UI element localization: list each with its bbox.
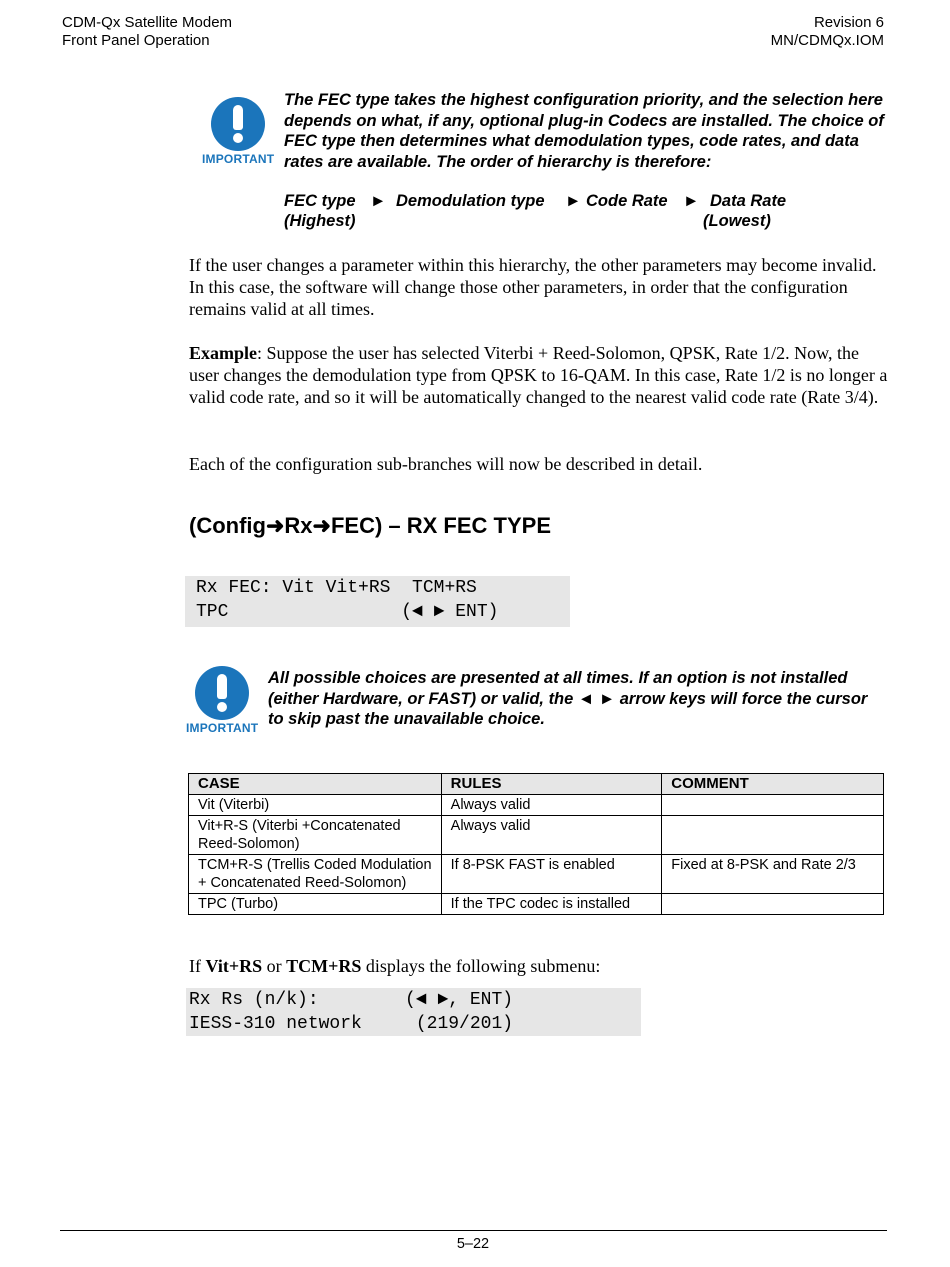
cell-comment	[662, 894, 884, 915]
vit-rs-label: Vit+RS	[205, 956, 263, 976]
intro-text: If	[189, 956, 206, 976]
revision: Revision 6	[813, 14, 884, 31]
hierarchy-arrow-icon: ►	[683, 192, 700, 210]
lcd-display-rx-rs	[186, 988, 641, 1036]
paragraph-sub-branches: Each of the configuration sub-branches will now be described in detail.	[189, 454, 703, 474]
footer-divider	[60, 1230, 887, 1231]
important-note-text: The FEC type takes the highest configuration priority, and the selection here depends on what, if any, optional plug-in Codecs are installed. The choice of FEC type then determines what demodulation types, code rates, and data rates are available. The order of hierarchy is therefore:	[284, 91, 884, 171]
cell-case: Vit (Viterbi)	[189, 795, 442, 816]
cell-rules: Always valid	[441, 816, 662, 855]
lcd-line-1: Rx FEC: Vit Vit+RS TCM+RS	[196, 578, 477, 598]
page-header-right	[771, 14, 884, 50]
manual-title: CDM-Qx Satellite Modem	[62, 14, 233, 31]
table-header-row	[189, 774, 884, 795]
table-row	[189, 795, 884, 816]
lcd-line-2: IESS-310 network (219/201)	[189, 1014, 514, 1034]
chapter-title: Front Panel Operation	[62, 32, 210, 49]
cell-case: TPC (Turbo)	[189, 894, 442, 915]
header-case: CASE	[189, 774, 442, 795]
example-text: : Suppose the user has selected Viterbi + Reed-Solomon, QPSK, Rate 1/2. Now, the user changes the demodulation type from QPSK to 16-QAM. In this case, Rate 1/2 is no longer a valid code rate, and so it will be automatically changed to the nearest valid code rate (Rate 3/4).	[189, 343, 888, 407]
paragraph-hierarchy-validity: If the user changes a parameter within this hierarchy, the other parameters may become invalid. In this case, the software will change those other parameters, in order that the configuration remains valid at all times.	[189, 255, 877, 319]
cell-rules: If 8-PSK FAST is enabled	[441, 855, 662, 894]
cell-rules: Always valid	[441, 795, 662, 816]
important-icon	[186, 666, 258, 735]
fec-hierarchy	[284, 191, 888, 233]
hierarchy-data-rate: Data Rate	[710, 192, 787, 210]
tcm-rs-label: TCM+RS	[286, 956, 362, 976]
intro-text: displays the following submenu:	[361, 956, 601, 976]
hierarchy-code-rate: Code Rate	[586, 192, 668, 210]
paragraph-submenu-intro	[189, 955, 889, 977]
important-icon-label: IMPORTANT	[186, 721, 259, 735]
lcd-line-2: TPC (◄ ► ENT)	[196, 602, 499, 622]
important-note-text: All possible choices are presented at all times. If an option is not installed (either Hardware, or FAST) or valid, the ◄ ► arrow keys will force the cursor to skip past the unavailable choice.	[268, 669, 868, 728]
cell-case: Vit+R-S (Viterbi +Concatenated Reed-Solomon)	[189, 816, 442, 855]
hierarchy-highest: (Highest)	[284, 212, 356, 230]
fec-rules-table	[188, 773, 884, 915]
page-number: 5–22	[456, 1236, 490, 1252]
cell-comment	[662, 795, 884, 816]
hierarchy-arrow-icon: ►	[370, 192, 387, 210]
hierarchy-demod-type: Demodulation type	[396, 192, 545, 210]
hierarchy-fec-type: FEC type	[284, 192, 356, 210]
intro-text: or	[262, 956, 287, 976]
table-row	[189, 894, 884, 915]
header-comment: COMMENT	[662, 774, 884, 795]
paragraph-example	[189, 342, 889, 408]
table-row	[189, 816, 884, 855]
important-icon	[202, 97, 274, 166]
lcd-line-1: Rx Rs (n/k): (◄ ►, ENT)	[189, 990, 514, 1010]
hierarchy-lowest: (Lowest)	[703, 212, 771, 230]
hierarchy-arrow-icon: ►	[565, 192, 582, 210]
cell-rules: If the TPC codec is installed	[441, 894, 662, 915]
section-title: (Config➜Rx➜FEC) – RX FEC TYPE	[189, 513, 551, 538]
page-header-left	[62, 14, 232, 50]
example-label: Example	[189, 343, 258, 363]
lcd-display-rx-fec	[185, 576, 570, 627]
table-row	[189, 855, 884, 894]
cell-case: TCM+R-S (Trellis Coded Modulation + Concatenated Reed-Solomon)	[189, 855, 442, 894]
important-icon-label: IMPORTANT	[202, 152, 275, 166]
header-rules: RULES	[441, 774, 662, 795]
cell-comment: Fixed at 8-PSK and Rate 2/3	[662, 855, 884, 894]
document-number: MN/CDMQx.IOM	[770, 32, 884, 49]
cell-comment	[662, 816, 884, 855]
